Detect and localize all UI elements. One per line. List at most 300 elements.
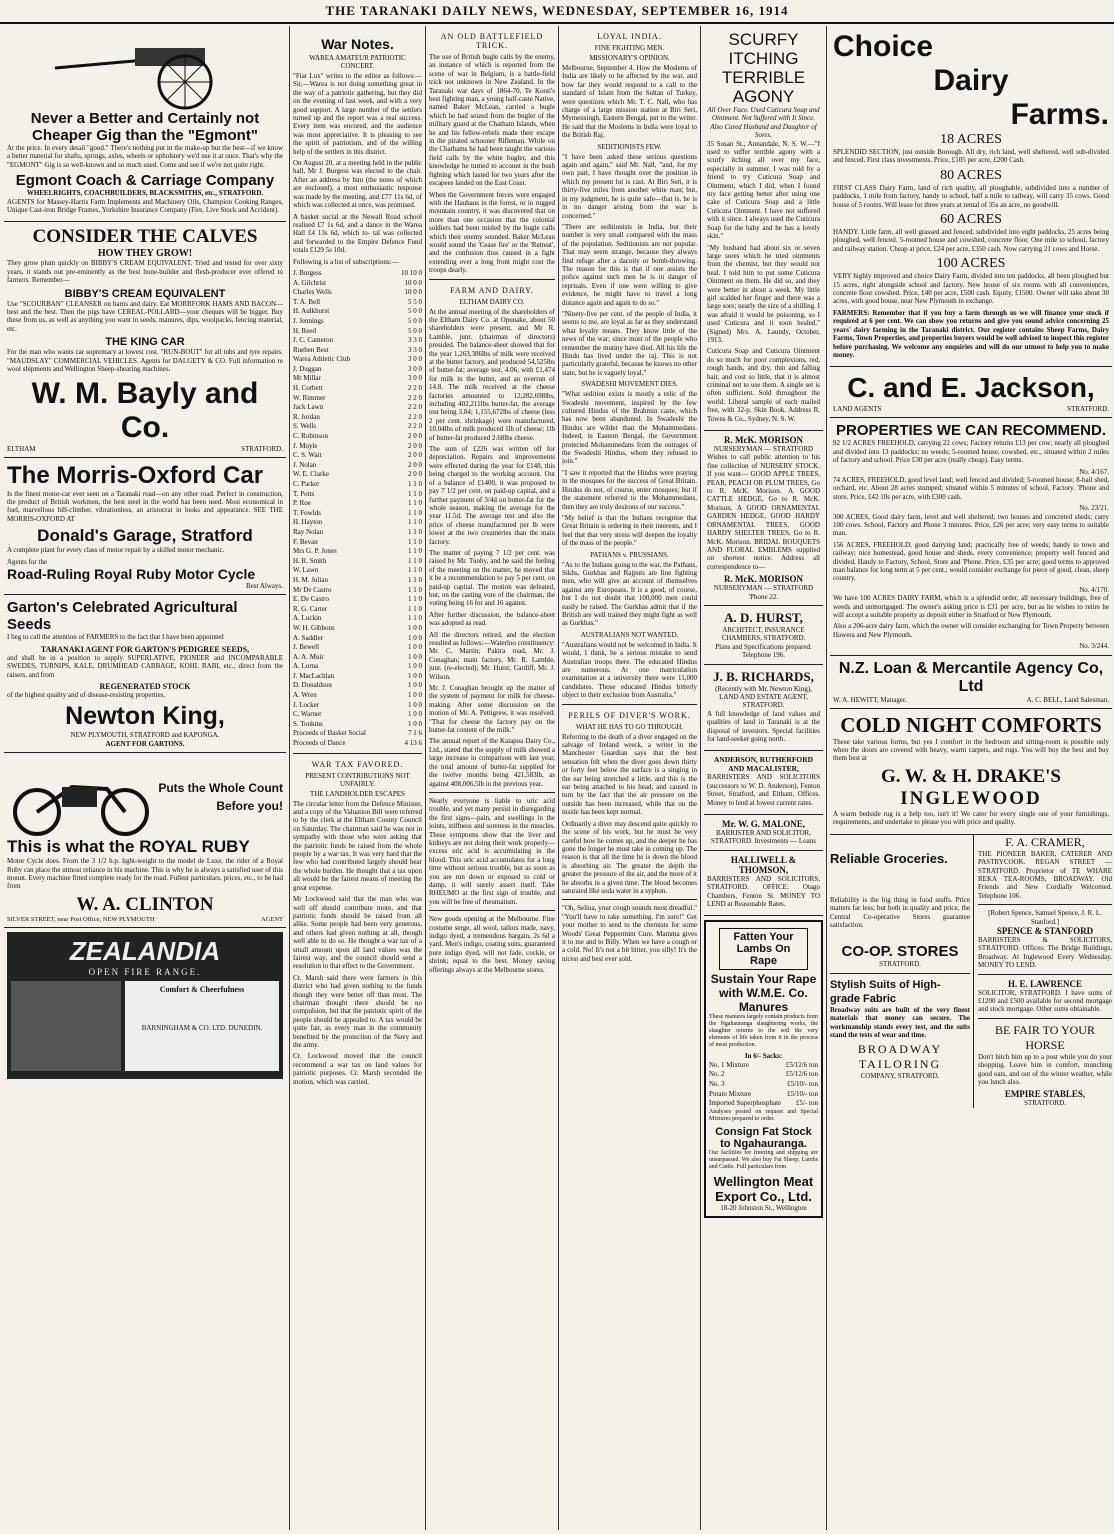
subscriber-name: Ray Nolan xyxy=(293,527,324,536)
war-notes-text4: Following is a list of subscriptions:— xyxy=(293,257,399,266)
war-tax-text7: Cr. Marsh said there were farmers in this district who had given nothing to the funds though they were better off than most. The chairman thought there should be no compulsion, but that the patriotic spirit of the people should be appealed to. A tax would be quite fair, as every man in the community benefited by the protection of the Navy and the army. xyxy=(293,973,422,1049)
spence-top: [Robert Spence, Samuel Spence, J. R. L. Stanford.] xyxy=(988,909,1102,926)
subscription-row xyxy=(293,614,422,624)
india-text8: "As to the Indians going to the war, the Pathans, Sikhs, Gurkhas and Rajputs are fine fighting men, who will give an account of themselves against any Europeans. It is a good, of course, but I do not doubt that 100,000 men could easily be raised. The Gurkhas admit that if the British are well trained they might fight as well as Gurkhas." xyxy=(562,560,697,628)
sack-row xyxy=(709,1080,818,1090)
subscription-amount: 10 0 0 xyxy=(404,278,422,287)
subscriber-name: Warea Athletic Club xyxy=(293,355,350,364)
war-tax-text6: Mr Lockwood said that the man who was well off should contribute more, and that patriotic funds should be raised from all alike. Some people had been very generous, and others had given nothing at all, though well able to do so. He thought a war tax of a small amount upon all land values was the fairest way, and the council should send a resolution to that effect to the Government. xyxy=(293,895,422,971)
property-ref: No. 4/167. xyxy=(1079,467,1109,476)
hurst-sub: ARCHITECT, INSURANCE CHAMBERS, STRATFORD. xyxy=(721,625,806,643)
property-listing: 74 ACRES, FREEHOLD, good level land; well fenced and divided; 5-roomed house; 8-bail shed, orchard, etc. About 28 acres stumped; situated within 5 minutes of school, Factory. 'Phone and store. Price, £42 10s per acre, with £300 cash. xyxy=(833,475,1109,501)
subscription-amount: 1 1 0 xyxy=(408,575,422,584)
morison1-head: R. McK. MORISON xyxy=(724,435,803,446)
subscription-amount: 2 2 0 xyxy=(408,422,422,431)
australians-head: AUSTRALIANS NOT WANTED. xyxy=(580,630,679,639)
subscription-row xyxy=(293,691,422,701)
morris-headline: The Morris-Oxford Car xyxy=(7,461,264,489)
subscription-amount: 10 0 0 xyxy=(404,288,422,297)
garton-agent: TARANAKI AGENT FOR GARTON'S PEDIGREE SEEDS, xyxy=(40,644,250,654)
present-head: PRESENT CONTRIBUTIONS NOT UNFAIRLY. xyxy=(305,771,410,788)
subscription-row xyxy=(293,336,422,346)
diver-head: PERILS OF DIVER'S WORK. xyxy=(568,710,691,720)
subscription-row xyxy=(293,394,422,404)
empire-sub: STRATFORD. xyxy=(1024,1099,1066,1108)
subscription-amount: 1 0 0 xyxy=(408,681,422,690)
subscriber-name: A. Saddler xyxy=(293,633,323,642)
jackson-head: C. and E. Jackson, xyxy=(847,372,1095,404)
india-text2: "I have been asked these serious questions again and again," said Mr. Nall, "and, for my own part, I have thought over the position in which my present lot is cast. At Biri Seri, it is thirty-five miles from another white man; but, in my judgment, he is quite safe—that is, he is in no danger arising from the war is concerned." xyxy=(562,152,697,220)
bibby-headline: BIBBY'S CREAM EQUIVALENT xyxy=(64,287,226,300)
pathans-head: PATHANS v. PRUSSIANS. xyxy=(590,550,669,559)
sack-row xyxy=(709,1070,818,1080)
peppermint-text: "Oh, Selina, your cough sounds most dreadful." "You'll have to take something. I'm sure!" Get your mother to send to the chemists for some Woods' Great Peppermint Cure. Mamma gives it to me and to Billy. When we have a cough or a cold. No! It's not a bit bitter, you silly! It's the nicest and best ever sold. xyxy=(562,904,697,963)
subscriber-name: Mr Millar xyxy=(293,374,321,383)
manure-price: £5/12/6 ton xyxy=(785,1070,818,1079)
column-rule xyxy=(826,26,827,1530)
property-ref: No. 4/170. xyxy=(1079,585,1109,594)
war-notes-text3: A basket social at the Newall Road school realised £7 1s 6d, and a dance in the Warea Hall £4 13s 6d, which to- tal was collected and forwarded to the Empire Defence Fund totals £129 5s 10d. xyxy=(293,212,422,255)
subscriber-name: A. Lorna xyxy=(293,662,319,671)
gig-headline: Never a Better and Certainly not Cheaper Gig than the "Egmont" xyxy=(30,110,260,144)
subscription-row xyxy=(293,307,422,317)
spence-head: SPENCE & STANFORD xyxy=(996,925,1094,936)
royal-ruby-headline: This is what the ROYAL RUBY xyxy=(7,837,250,857)
loyal-india-sub2: MISSIONARY'S OPINION. xyxy=(589,54,670,62)
subscriber-name: T. Potts xyxy=(293,489,315,498)
subscription-row xyxy=(293,413,422,423)
garton-text: I beg to call the attention of FARMERS to the fact that I have been appointed xyxy=(7,633,224,642)
puts-headline: Puts the Whole Count Before you! xyxy=(158,781,283,814)
column-2 xyxy=(293,26,422,1530)
acres60-text: HANDY. Little farm, all well grassed and fenced, subdivided into eight paddocks, 25 acres being ploughed, well fenced. 5-roomed house and cowshed, concrete floor. One mile to school, factory and railway station. Cheap at price, £24 per acre, £350 cash. Now carrying 21 cows and Horse. xyxy=(833,228,1109,253)
royal-ruby-text: Motor Cycle does. From the 3 1/2 h.p. light-weight to the model de Luxe, the rider of a Royal Ruby can place the utmost reliance in his machine. This is why he is always a satisfied user of this mount. Every machine fitted complete ready for the road. Fullest particulars, prices, etc., to be had from xyxy=(7,857,283,891)
subscription-row xyxy=(293,374,422,384)
column-rule xyxy=(289,26,290,1530)
subscriber-name: J. Nolan xyxy=(293,460,317,469)
india-text7: "My belief is that the Indians recognise that Great Britain is ordering in their interests, and I feel that that very stress will deepen the loyalty of the mass of the people." xyxy=(562,513,697,548)
subscription-row xyxy=(293,538,422,548)
subscription-amount: 1 0 0 xyxy=(408,623,422,632)
war-tax-text8: Cr. Lockwood moved that the council recommend a war tax on land values for patriotic purposes. Cr. Marsh seconded the motion, which was carried. xyxy=(293,1052,422,1086)
subscription-amount: 3 0 0 xyxy=(408,355,422,364)
subscriber-name: R. G. Carter xyxy=(293,604,328,613)
subscription-row xyxy=(293,643,422,653)
subscriber-name: H. Corbett xyxy=(293,384,323,393)
scurfy-sub: All Over Face. Used Cuticura Soap and Ointment. Not Suffered with It Since. Also Cured Husband and Daughter of Sores. xyxy=(707,106,820,140)
subscription-amount: 1 1 0 xyxy=(408,508,422,517)
subscription-row xyxy=(293,729,422,739)
zealandia-headline: ZEALANDIA xyxy=(69,935,221,966)
subscription-amount: 1 0 0 xyxy=(408,633,422,642)
war-notes-head: War Notes. xyxy=(321,36,394,52)
subscription-amount: 10 10 0 xyxy=(401,268,422,277)
subscriber-name: S. Tonkins xyxy=(293,719,323,728)
subscription-row xyxy=(293,672,422,682)
farm-text4: The sum of £226 was written off for depreciation. Repairs and improvements were effected during the year for £148, this being charged to the working account. Out of a balance of £1400, it was proposed to pay 7 1/2 per cent. on paid-up capital, and a further payment of 3/4d on butter-fat for the whole season, making the average for the year 11.5d. The average test and also the price of cheese manufactured per lb were lower at the two creameries than the main factory. xyxy=(429,445,555,546)
subscription-amount: 2 0 0 xyxy=(408,432,422,441)
subscriber-name: J. Jennings xyxy=(293,316,324,325)
rheumo-text: Nearly everyone is liable to uric acid trouble, and yet many persist in disregarding the first signs—pain, and swellings in the joints, stiffness and soreness in the muscles. These symptoms show that the liver and kidneys are not doing their work properly—excess uric acid is accumulating in the blood. This uric acid accumulates for a long time without serious trouble, but as soon as you are run down or exposed to cold or damp, it will surely assert itself. Take RHEUMO at the first sign of trouble, and you will be free of rheumatism. xyxy=(429,796,555,906)
garton-regen: REGENERATED STOCK xyxy=(99,681,191,691)
malone-sub: BARRISTER AND SOLICITOR, xyxy=(716,829,811,838)
morison2-phone: 'Phone 22. xyxy=(748,592,779,601)
manure-price: £5/10/- ton xyxy=(787,1080,818,1089)
farm-text3: At the annual meeting of the shareholders of the Eltham Dairy Co. at Opunake, about 50 shareholders were present, and Mr R. Lamble, junr. (chairman of directors) presided. The balance-sheet showed that for the year 1,263,386lbs of milk were received at the butter factory, and produced 54,525lbs of butter-fat; average test, 4.06, with £1,474 for milk in the butter, and an overrun of 14.8. The milk received at the cheese factories amounted to 12,282,698lbs, including 402,211lbs butter-fat, the average test being 3.84; 1,155,672lbs of cheese (less 2 per cent. shrinkage) were manufactured, 10.04lbs of milk produced 1lb of cheese; 1lb of butter-fat produced 2.68lbs cheese. xyxy=(429,307,555,442)
subscriber-name: T. Fowlds xyxy=(293,508,321,517)
subscription-amount: 5 0 0 xyxy=(408,307,422,316)
subscription-row xyxy=(293,653,422,663)
diver-text10: Referring to the death of a diver engaged on the salvage of Ireland wreck, a writer in the Manchester Guardian says that the best sensation felt when the diver goes down thirty or forty feet below the surface is a singing in the ear being stretched a little, and this is the ear being attached to his head, and caused in turn by the fact that the air pressure on the outside has been increased, while that on the inside has been kept normal. xyxy=(562,732,697,817)
subscription-list xyxy=(293,269,422,749)
column-rule xyxy=(558,26,559,1530)
broadway-head: BROADWAY TAILORING xyxy=(857,1042,943,1072)
subscription-amount: 2 2 0 xyxy=(408,412,422,421)
battlefield-text2: When the Government forces were engaged with the Hauhaus in the forest, or in rugged mountain country, it was discovered that on more than one occasion that the colonial soldiers had been misled by the bugle calls which their enemy sounded. Baker McLean would sound the 'Cease fire' or the 'Retreat', and the confusion thus caused in a fight extending over a long front might cost the troops dearly. xyxy=(429,190,555,275)
column-1 xyxy=(4,26,286,1530)
anderson-head: ANDERSON, RUTHERFORD AND MACALISTER, xyxy=(713,755,814,774)
farm-text9: The annual report of the Kaiapoa Dairy Co., Ltd., stated that the supply of milk showed a large increase in comparison with last year, the total amount of butter-fat supplied for the twelve months being 421,583lb, as against 408,006,5lb in the previous year. xyxy=(429,737,555,788)
property-ref: No. 23/21. xyxy=(1079,504,1109,513)
war-notes-sub: WAREA AMATEUR PATRIOTIC CONCERT. xyxy=(309,54,406,70)
halliwell-text: BARRISTERS AND SOLICITORS, STRATFORD. OFFICE: Otago Chambers, Fenton St. MONEY TO LEND at Reasonable Rates. xyxy=(707,874,820,909)
manure-name: No. 3 xyxy=(709,1080,725,1089)
garton-text2: and shall be in a position to supply SUPERLATIVE, PIONEER and INCOMPARABLE SWEDES, TURNIPS, KALE, DRUMHEAD CABBAGE, KOHL RABI, etc., direct from the raisers, and from xyxy=(7,653,283,679)
subscription-amount: 1 1 0 xyxy=(408,585,422,594)
zealandia-by: BARNINGHAM & CO. LTD. DUNEDIN. xyxy=(141,1023,263,1032)
morison2-sub: NURSERYMAN — STRATFORD xyxy=(713,584,814,593)
morison1-text: Wishes to call public attention to his fine collection of NURSERY STOCK. If you want— GOOD APPLE TREES, PEAR, PEACH OR PLUM TREES, Go to R. McK. Morison. A GOOD CATTLE HEDGE, Go to R. McK. Morison. A GOOD ORNAMENTAL GARDEN HEDGE, GOOD HARDY ORNAMENTAL TREES, GOOD HARDY SHELTER TREES, Go to R. McK. Morison. BRIDAL BOUQUETS AND FLORAL EMBLEMS supplied on shortest notice. Address all correspondence to— xyxy=(707,453,820,571)
reliable-head: Reliable Groceries. xyxy=(830,850,948,866)
subscription-amount: 1 1 0 xyxy=(408,595,422,604)
bayly-left: ELTHAM xyxy=(7,444,36,453)
hurst-head: A. D. HURST, xyxy=(724,609,803,625)
subscriber-name: A. Gilchrist xyxy=(293,278,327,287)
subscriber-name: A. A. Muir xyxy=(293,652,324,661)
acres60-head: 60 ACRES xyxy=(940,212,1002,228)
drake-head: G. W. & H. DRAKE'S xyxy=(880,765,1061,787)
kingcar-headline: THE KING CAR xyxy=(105,336,185,349)
loyal-india-sub1: FINE FIGHTING MEN. xyxy=(594,44,665,52)
empire-head: EMPIRE STABLES, xyxy=(1004,1089,1086,1100)
subscription-row xyxy=(293,279,422,289)
subscription-amount: 1 1 0 xyxy=(408,556,422,565)
battlefield-head: AN OLD BATTLEFIELD TRICK. xyxy=(440,32,544,50)
farmers-text: FARMERS: Remember that if you buy a farm through us we will finance your stock if required at 6 per cent. We can show you returns and give you sound advice concerning 25 years' dairy farming in the Taranaki district. Our register contains Sheep Farms, Dairy Farms, Town Properties, and properties buyers would be well advised to inspect this register before purchasing. We welcome any enquiries and will do our utmost to help you to make money. xyxy=(833,308,1109,359)
subscription-row xyxy=(293,681,422,691)
subscriber-name: H. Aulkhurst xyxy=(293,307,330,316)
subscription-row xyxy=(293,701,422,711)
subscriber-name: C. S. Wait xyxy=(293,451,322,460)
choice-head3: Farms. xyxy=(1010,98,1109,131)
subscription-row xyxy=(293,509,422,519)
lawrence-head: H. E. LAWRENCE xyxy=(1007,978,1082,989)
column-rule xyxy=(700,26,701,1530)
subscriber-name: Mr De Castro xyxy=(293,585,332,594)
richards-sub: (Recently with Mr. Newton King), LAND AND ESTATE AGENT, STRATFORD. xyxy=(715,684,812,710)
egmont-company: Egmont Coach & Carriage Company xyxy=(15,172,275,190)
subscription-row xyxy=(293,710,422,720)
subscriber-name: R. Jordan xyxy=(293,412,320,421)
subscription-amount: 1 0 0 xyxy=(408,671,422,680)
bayly-headline: W. M. Bayly and Co. xyxy=(31,376,259,444)
sustain-text: These manures largely contain products from the Ngahauranga slaughtering works, the slaughter returns to the soil the very elements of life taken from it in the process of meat production. xyxy=(709,1014,818,1049)
subscriber-name: C. Robinson xyxy=(293,432,329,441)
spence-text: BARRISTERS & SOLICITORS, STRATFORD. Offices: The Bridge Buildings, Broadway. At Inglewood Every Wednesday. MONEY TO LEND. xyxy=(978,935,1112,970)
newton-agent: AGENT FOR GARTONS. xyxy=(105,739,185,748)
cramer-text: THE PIONEER BAKER, CATERER AND PASTRYCOOK. REGAN STREET — STRATFORD. Proprietor of TE WHARE REKA TEA-ROOMS, BROADWAY. Old Friends and New Cordially Welcomed. Telephone 106. xyxy=(978,849,1112,900)
farm-dairy-head: FARM AND DAIRY. xyxy=(450,285,534,295)
subscription-amount: 1 1 0 xyxy=(408,480,422,488)
motorcycle-illustration xyxy=(7,757,157,837)
fair-text: Don't hitch him up to a post while you do your shopping. Leave him in comfort, munching good oats, and out of the winter weather, while you lunch also. xyxy=(978,1052,1112,1086)
subscriber-name: J. Moyle xyxy=(293,441,318,450)
subscription-amount: 1 0 0 xyxy=(408,700,422,709)
subscriber-name: D. Donaldson xyxy=(293,681,332,690)
farm-text7: All the directors retired, and the election resulted as follows:—Waterloo constituency: Mr. C. Martin; Pakira road, Mr. J. Conaghan; main factory, Mr. R. Lamble, junr. (re-elected); Mr. Hurst; Cardiff, Mr. J. Wilson. xyxy=(429,630,555,681)
props-ref: No. 3/244. xyxy=(1079,642,1109,651)
richards-text: A full knowledge of land values and qualities of land in Taranaki is at the disposal of investors. Special facilities for land-seeker going north. xyxy=(707,709,820,743)
subscriber-name: H. Hayton xyxy=(293,518,323,527)
subscriber-name: T. A. Bell xyxy=(293,297,321,306)
gig-illustration xyxy=(7,30,283,110)
manure-price: £5/- ton xyxy=(796,1099,818,1108)
subscription-amount: 1 0 0 xyxy=(408,719,422,728)
landholder-head: THE LANDHOLDER ESCAPES xyxy=(310,789,405,798)
war-notes-text1: "Fiat Lux" writes to the editor as follows:— Sir,—Warea is not doing something great in the way of a patriotic gathering, but they did on the evening of last week, and with a very good support. A large number of the settlers turned up and the report was a real success. Every item was encored, and the audience was most appreciative. It is pleasing to see the spirit of patriotism, and of the willing help of the settlers in this district. xyxy=(293,72,422,156)
battlefield-text1: The use of British bugle calls by the enemy, an instance of which is reported from the scene of war in Belgium, is a battle-field trick not unknown in New Zealand. In the Taranaki war days of 1864-70, Te Kooti's best fighting man, a young half-caste Native, named Baker McLean, carried a bugle which he had seized from the bugler of the military guard at the Chatham Islands, when he and his fellow-rebels made their escape in the pirated schooner Rifleman. While on the Chathams he had been taught the various field calls by the white bugler, and this knowledge he turned to account in the bush fighting which lasted for two years after the escapees landed on the East Coast. xyxy=(429,53,555,188)
subscriber-name: W. E. Clarke xyxy=(293,470,329,479)
subscription-row xyxy=(293,490,422,500)
manure-price: £5/12/6 ton xyxy=(785,1060,818,1069)
subscription-row xyxy=(293,422,422,432)
lawrence-text: SOLICITOR, STRATFORD. I have sums of £1200 and £500 available for second mortgage and stock mortgage. Other sums obtainable. xyxy=(978,988,1112,1014)
subscriber-name: H. R. Smith xyxy=(293,556,327,565)
subscription-amount: 2 0 0 xyxy=(408,451,422,460)
scurfy-headline: SCURFY ITCHING TERRIBLE AGONY xyxy=(721,30,806,106)
manure-name: No. 1 Mixture xyxy=(709,1060,749,1069)
subscription-amount: 4 13 6 xyxy=(404,739,422,748)
subscriber-name: J. Bewell xyxy=(293,643,320,652)
subscriber-name: C. Warner xyxy=(293,710,322,719)
egmont-agents: AGENTS for Massey-Harris Farm Implements and Machinery Oils, Champion Cooking Ranges, Unique Cast-iron Bridge Frames, Yorkshire Insurance Company (Fire, Live Stock and Accident). xyxy=(7,197,283,215)
subscriber-name: J. C. Cameron xyxy=(293,336,334,345)
scurfy-text2: "My husband had about six or seven large sores which he tried ointments from the chemist, but they would not heal. I told him to put some Cuticura Ointment on them. He did so, and they were better in about a week. My little girl scalded her finger and there was a large sore; nearly the size of a shilling. I was afraid it would be poisoning, so I used Cuticura and it soon healed." (Signed) Mrs. A. Laundy, October, 1913. xyxy=(707,243,820,344)
donald-text: A complete plant for every class of motor repair by a skilled motor mechanic. xyxy=(7,546,225,555)
melbourne-text: New goods opening at the Melbourne. Fine costume serge, all wool, tailors made, navy, indigo dyed, a tremendous bargain, 2s 6d a yard. Men's indigo, coating suits, guaranteed pure indigo dyed, will not fade, cockle, or shrink; equal to the best. Money saving offerings always at the Melbourne stores. xyxy=(429,915,555,974)
subscription-row xyxy=(293,576,422,586)
fatten-box: Fatten Your Lambs On Rape xyxy=(719,928,808,970)
donald-headline: Donald's Garage, Stratford xyxy=(37,526,253,546)
subscriber-name: J. Duggan xyxy=(293,364,322,373)
subscription-row xyxy=(293,624,422,634)
subscription-row xyxy=(293,384,422,394)
sack-row xyxy=(709,1090,818,1100)
calves-text: They grow plum quickly on BIBBY'S CREAM EQUIVALENT. Tried and tested for over sixty years, it stands out pre-eminently as the best bone-builder and flesh-producer ever offered to farmers. Remember— xyxy=(7,259,283,285)
subscriber-name: Jack Lawn xyxy=(293,403,324,412)
donald-agents: Agents for the xyxy=(7,557,48,566)
manure-name: Imported Superphosphate xyxy=(709,1099,782,1108)
farm-text8: Mr. J. Conaghan brought up the matter of the system of payment for milk for cheese-making. After some discussion on the motion of Mr. A. Pettigrew, it was resolved: "That for cheese the factory pay on the butter-fat content of the milk." xyxy=(429,684,555,735)
morison2-head: R. McK. MORISON xyxy=(724,574,803,585)
subscription-row xyxy=(293,365,422,375)
coop-head: CO-OP. STORES xyxy=(841,943,959,961)
manure-name: Potato Mixture xyxy=(709,1089,752,1098)
sacks-head: In 6/- Sacks: xyxy=(744,1052,783,1061)
garton-headline: Garton's Celebrated Agricultural Seeds xyxy=(7,599,238,634)
subscriber-name: Proceeds of Dance xyxy=(293,739,346,748)
acres80-text: FIRST CLASS Dairy Farm, land of rich quality, all ploughable, subdivided into a number of paddocks, 1 mile from factory, handy to school, half a mile to railway, will carry 35 cows. Good house of 5 rooms. Will lease for three years at rental of 35s an acre, no goodwill. xyxy=(833,183,1109,209)
subscriber-name: Mrs G. P. Jones xyxy=(293,547,337,556)
subscription-row xyxy=(293,327,422,337)
props-list xyxy=(833,439,1109,594)
subscription-row xyxy=(293,605,422,615)
property-listing: 156 ACRES, FREEHOLD, good dairying land; practically free of weeds; handy to town and railway; nice homestead, good house and sheds, every convenience; property well fenced and divided. Handy to Factory, School, Store and 'Phone. Price, £35 per acre; good terms to approved man balance for long term at 5 per cent.; would consider exchange for piece of good, clean, sheep country. xyxy=(833,540,1109,583)
subscription-row xyxy=(293,634,422,644)
choice-head2: Dairy xyxy=(933,64,1009,97)
acres100-head: 100 ACRES xyxy=(936,256,1006,272)
richards-head: J. B. RICHARDS, xyxy=(713,668,814,684)
subscription-amount: 1 1 0 xyxy=(408,537,422,546)
subscriber-name: H. Reed xyxy=(293,326,316,335)
subscription-row xyxy=(293,470,422,480)
subscription-row xyxy=(293,480,422,490)
drake-text: A warm bedside rug is a help too, isn't it! We cater for every single one of your furnishings, requirements, and undertake to please you with price and quality. xyxy=(833,809,1109,827)
cold-head: COLD NIGHT COMFORTS xyxy=(840,712,1102,737)
india-text5: "What sedition exists is mostly a relic of the Swadeshi movement, inspired by the few cultured Hindus of the Brahmin caste, which has now been abandoned. In Swadeshi the Hindus are wilder than the Mohammedans. Indeed, in Eastern Bengal, the Government protected Mohammedans from the outrages of the Swadeshi Hindus, whom they refused to join." xyxy=(562,390,697,466)
cramer-head: F. A. CRAMER, xyxy=(1005,834,1085,849)
stylish-text: Broadway suits are built of the very finest materials that money can secure. The workmanship stands every test, and the suits stand the tests of wear and time. xyxy=(830,1005,970,1039)
india-text3: "There are seditionists in India, but their number is very small compared with the mass of the population. Seditionists are not popular. That may seem strange, because they always find refuge after a dacoity or bomb-throwing. The reason for this is that if one assists the police against such men he is in danger of reprisals. Even if one were willing to give evidence, he might have to travel a long distance again and again to do so." xyxy=(562,222,697,307)
war-tax-head: WAR TAX FAVORED. xyxy=(311,759,404,769)
subscription-amount: 2 0 0 xyxy=(408,460,422,469)
sack-row xyxy=(709,1061,818,1071)
loyal-india-head: LOYAL INDIA. xyxy=(597,32,662,41)
reliable-text: Reliability is the big thing in food stuffs. Price matters far less; but both in quality and price, the Central Co-operative Stores guarantee satisfaction. xyxy=(830,895,970,929)
subscription-amount: 2 2 0 xyxy=(408,403,422,412)
sacks-text: Analyses posted on request and Special Mixtures prepared to order. xyxy=(709,1108,818,1122)
subscription-amount: 1 0 0 xyxy=(408,691,422,700)
war-tax-text5: The circular letter from the Defence Minister, and a copy of the Valuation Bill were referred to by the clerk at the Eltham County Council on Saturday. The chairman said he was not in sympathy with those who were asking that the patriotic funds be raised from the whole people by a war tax. It was very hard that the few who had contributed largely should bear the whole burden. He thought that a tax upon all would be the fairest means of meeting the great expense. xyxy=(293,799,422,892)
subscriber-name: J. Locker xyxy=(293,700,320,709)
subscription-row xyxy=(293,566,422,576)
swadeshi-head: SWADESHI MOVEMENT DIES. xyxy=(581,380,678,389)
subscription-amount: 3 0 0 xyxy=(408,364,422,373)
newton-headline: Newton King, xyxy=(65,702,225,731)
subscriber-name: F. Bevan xyxy=(293,537,318,546)
subscription-amount: 3 3 0 xyxy=(408,345,422,354)
subscription-row xyxy=(293,595,422,605)
halliwell-head: HALLIWELL & THOMSON, xyxy=(730,854,797,875)
wme-head: Wellington Meat Export Co., Ltd. xyxy=(713,1173,814,1204)
subscription-row xyxy=(293,355,422,365)
clinton-sub: SILVER STREET, near Post Office, NEW PLYMOUTH xyxy=(7,915,155,923)
column-6 xyxy=(830,26,1112,1530)
subscriber-name: W. Lawn xyxy=(293,566,319,575)
masthead: THE TARANAKI DAILY NEWS, WEDNESDAY, SEPTEMBER 16, 1914 xyxy=(0,0,1114,24)
subscription-row xyxy=(293,662,422,672)
column-3 xyxy=(429,26,555,1530)
subscription-amount: 1 1 0 xyxy=(408,547,422,556)
gig-text: At the price. In every detail "good." There's nothing put in the make-up but the best—if we know a better material for shafts, springs, axles, wheels or upholstery we'd use it at once. That's why the "EGMONT" Gig is so well-known and so much used. Come and see if we're not quite right. xyxy=(7,144,283,169)
choice-head1: Choice xyxy=(833,30,934,63)
acres18-head: 18 ACRES xyxy=(940,132,1002,147)
hurst-text: Plans and Specifications prepared. Telephone 196. xyxy=(715,642,812,660)
subscription-row xyxy=(293,346,422,356)
sacks-list xyxy=(709,1061,818,1109)
subscription-row xyxy=(293,739,422,749)
subscription-row xyxy=(293,403,422,413)
ruby-tag: Best Always. xyxy=(246,581,283,590)
subscription-amount: 5 0 0 xyxy=(408,326,422,335)
column-rule xyxy=(425,26,426,1530)
subscription-amount: 1 1 0 xyxy=(408,499,422,508)
subscription-amount: 7 1 6 xyxy=(408,729,422,738)
india-text6: "I saw it reported that the Hindus were praying in the mosques for the success of Great Britain. Hindus do not, of course, enter mosques; but if the statement referred to the Mohammedans, then they are truly desirous of our success." xyxy=(562,468,697,511)
consign-text: Our facilities for freezing and shipping are unsurpassed. We also buy Fat Sheep, Lambs and Cattle. Full particulars from xyxy=(709,1149,818,1170)
subscription-row xyxy=(293,518,422,528)
subscription-amount: 1 0 0 xyxy=(408,643,422,652)
subscriber-name: J. Burgess xyxy=(293,268,322,277)
farm-dairy-sub: ELTHAM DAIRY CO. xyxy=(459,297,525,306)
nzloan-head: N.Z. Loan & Mercantile Agency Co, Ltd xyxy=(838,659,1104,695)
zealandia-box: Comfort & Cheerfulness xyxy=(159,984,245,994)
subscription-amount: 1 1 0 xyxy=(408,489,422,498)
subscriber-name: A. Luckin xyxy=(293,614,322,623)
newton-sub: NEW PLYMOUTH, STRATFORD and KAPONGA. xyxy=(70,731,220,740)
egmont-sub: WHEELRIGHTS, COACHBUILDERS, BLACKSMITHS, etc., STRATFORD. xyxy=(26,189,264,198)
malone-head: Mr. W. G. MALONE, xyxy=(722,819,805,830)
subscriber-name: C. Parker xyxy=(293,480,320,488)
property-listing: 92 1/2 ACRES FREEHOLD, carrying 22 cows; Factory returns £13 per cow; nearly all ploughed and divided into 13 paddocks; no weeds; 5-roomed house, cowshed, etc., situated within 2 miles of factory and school. Price £30 per acre (really cheap). Easy terms. xyxy=(833,439,1109,465)
acres18-text: SPLENDID SECTION, just outside Borough. All dry, rich land, well sheltered, well sub-divided and fenced. First class investments. Price, £105 per acre, £200 Cash. xyxy=(833,148,1109,165)
nzloan-left: W. A. HEWITT, Manager. xyxy=(833,695,907,704)
sustain-head: Sustain Your Rape with W.M.E. Co. Manures xyxy=(710,972,817,1015)
war-notes-text2: On August 20, at a meeting held in the public hall, Mr J. Burgess was elected to the chair. After an address by him (the notes of which are enclosed), a most enthusiastic response was made by the meeting, and £77 11s 6d, of which was collected at once, was promised. xyxy=(293,159,422,210)
subscription-row xyxy=(293,432,422,442)
subscriber-name: E. De Castro xyxy=(293,595,329,604)
subscription-row xyxy=(293,442,422,452)
garton-text3: of the highest quality and of disease-resisting properties. xyxy=(7,690,166,699)
subscription-amount: 1 1 0 xyxy=(408,518,422,527)
subscriber-name: A. Wren xyxy=(293,691,317,700)
column-5 xyxy=(704,26,823,1530)
diver-text11: Ordinarily a diver may descend quite quickly to the scene of his work, but he must be very careful how he comes up, and the deeper he has gone the longer he must take in coming up. The reason is that all the time he is down the blood is absorbing air. The greater the depth the greater the pressure of the air, and the more of it he absorbs in a given time. The blood becomes saturated like soda water in a syphon. xyxy=(562,819,697,895)
subscription-row xyxy=(293,317,422,327)
manure-name: No. 2 xyxy=(709,1070,725,1079)
jackson-right: STRATFORD. xyxy=(1067,405,1109,414)
clinton-agent: AGENT xyxy=(260,915,283,923)
india-text1: Melbourne, September 4. How the Moslems of India are likely to be affected by the war, and how far they would respond to a call to the standard of Islam from the Sultan of Turkey, were questions which Mr. T. C. Nall, who has charge of a large mission station at Biri Seri, Mymensingh, Eastern Bengal, put to the writer. He said that the Moslems in India were loyal to the British Raj. xyxy=(562,64,697,140)
coop-sub: STRATFORD. xyxy=(879,960,921,969)
morris-text: Is the finest motor-car ever seen on a Taranaki road—on any other road. Perfect in construction, the product of British workmen, the best steel in the world has been used. Most economical in fuel, marvellous hill-climber, vibrationless, an aristocrat in looks and appearance. SEE THE MORRIS-OXFORD AT xyxy=(7,489,283,523)
india-text9: "Australians would not be welcomed in India. It would, I think, be a serious mistake to send Australian troops there. The educated Hindus are numerous. At one matriculation examination at a university there were 11,000 candidates. Those educated Hindus bitterly object to their exclusion from Australia." xyxy=(562,640,697,700)
nzloan-right: A. C. BELL, Land Salesman. xyxy=(1026,695,1109,704)
subscription-amount: 5 5 0 xyxy=(408,297,422,306)
subscription-row xyxy=(293,528,422,538)
consign-head: Consign Fat Stock to Ngahauranga. xyxy=(715,1125,812,1150)
column-4 xyxy=(562,26,697,1530)
props-text2: We have 100 ACRES DAIRY FARM, which is a splendid order, all necessary buildings, free of weeds and unmortgaged. The owner's asking price is £31 per acre, but as he wishes to retire he will accept a suitable property as deposit either in Stratford or New Plymouth. xyxy=(833,594,1109,620)
subscription-amount: 1 1 0 xyxy=(408,604,422,613)
malone-text: STRATFORD. Investments — Loans xyxy=(711,837,816,846)
subscription-row xyxy=(293,499,422,509)
subscription-row xyxy=(293,586,422,596)
sack-row xyxy=(709,1099,818,1109)
subscription-row xyxy=(293,298,422,308)
jackson-left: LAND AGENTS xyxy=(833,405,882,414)
subscriber-name: Rueben Best xyxy=(293,345,329,354)
